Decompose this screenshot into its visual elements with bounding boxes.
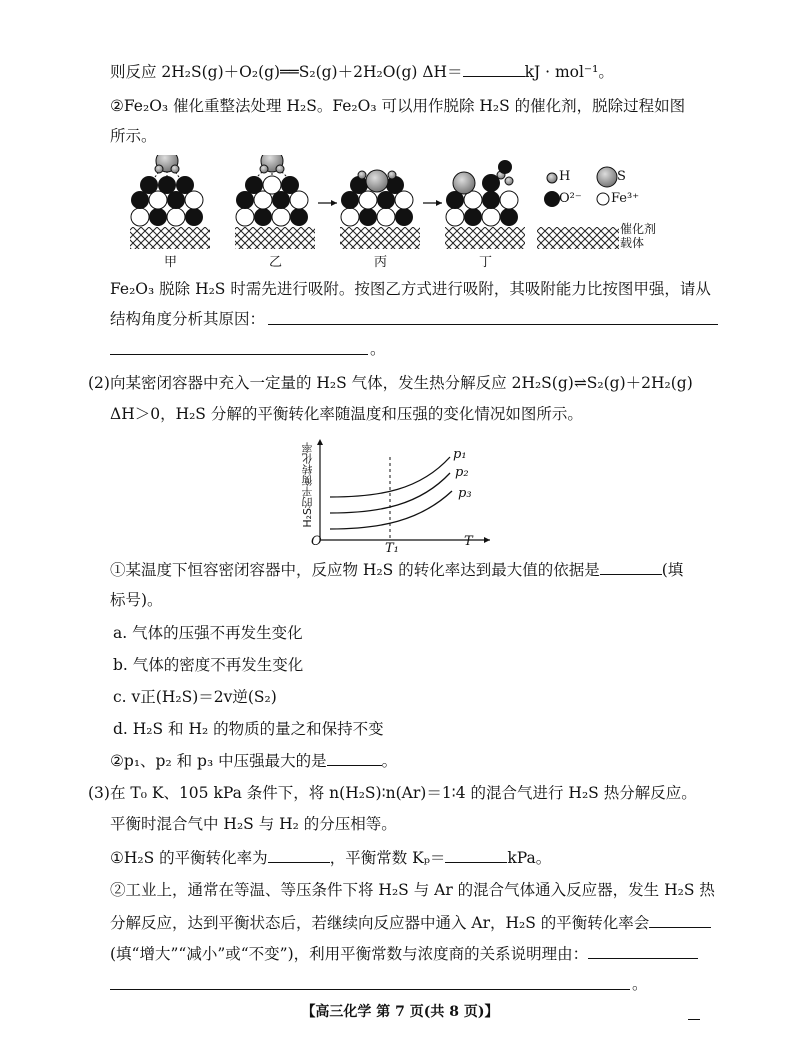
analysis-line1: Fe₂O₃ 脱除 H₂S 时需先进行吸附。按图乙方式进行吸附，其吸附能力比按图甲强，请从 xyxy=(110,280,711,298)
panel-jia xyxy=(130,155,210,249)
answer-line-reason-1[interactable] xyxy=(268,324,718,325)
p2-q1-line1 xyxy=(110,558,683,581)
x-axis-label: T xyxy=(464,534,473,549)
catalyst-support-icon xyxy=(537,227,619,249)
p2-q1-end: (填 xyxy=(661,561,684,579)
reaction-line xyxy=(110,60,614,83)
p3-q2-text: 分解反应，达到平衡状态后，若继续向反应器中通入 Ar，H₂S 的平衡转化率会 xyxy=(110,914,650,932)
part2-line2: ΔH＞0，H₂S 分解的平衡转化率随温度和压强的变化情况如图所示。 xyxy=(110,405,583,423)
legend-h: H xyxy=(559,169,571,184)
label-bing: 丙 xyxy=(374,255,388,270)
legend-support: 催化剂 载体 xyxy=(620,222,657,250)
page-footer: 【高三化学 第 7 页(共 8 页)】 xyxy=(301,1004,499,1020)
part3-line2: 平衡时混合气中 H₂S 与 H₂ 的分压相等。 xyxy=(110,815,397,833)
label-yi: 乙 xyxy=(269,255,283,270)
reaction-unit: kJ · mol⁻¹。 xyxy=(524,63,614,81)
item2-line1: ②Fe₂O₃ 催化重整法处理 H₂S。Fe₂O₃ 可以用作脱除 H₂S 的催化剂，脱除过程如图 xyxy=(110,97,686,115)
answer-blank-kp[interactable] xyxy=(445,846,507,863)
origin-label: O xyxy=(311,534,322,549)
legend-p3: p₃ xyxy=(458,486,472,501)
o-ion-icon xyxy=(544,191,560,207)
t1-label: T₁ xyxy=(385,541,399,556)
part3-line1: (3)在 T₀ K、105 kPa 条件下，将 n(H₂S)∶n(Ar)＝1∶4 的混合气进行 H₂S 热分解反应。 xyxy=(88,784,697,802)
answer-blank-reason-1[interactable] xyxy=(588,942,698,959)
legend-s: S xyxy=(617,169,626,184)
analysis-end: 。 xyxy=(370,340,386,358)
option-b: b. 气体的密度不再发生变化 xyxy=(113,656,304,674)
panel-bing xyxy=(340,170,420,249)
panel-ding xyxy=(445,160,525,249)
panel-yi xyxy=(235,155,315,249)
answer-blank-dh[interactable] xyxy=(463,60,525,77)
answer-line-reason-2[interactable] xyxy=(110,354,368,355)
option-d: d. H₂S 和 H₂ 的物质的量之和保持不变 xyxy=(113,720,384,738)
answer-blank-p2q2[interactable] xyxy=(327,749,382,766)
p3-q2-end: 。 xyxy=(632,975,648,993)
y-axis-label: H₂S的平衡转化率 xyxy=(301,442,314,528)
label-ding: 丁 xyxy=(479,255,493,270)
part2-line1: (2)向某密闭容器中充入一定量的 H₂S 气体，发生热分解反应 2H₂S(g)⇌S₂(g)＋2H₂(g) xyxy=(88,374,693,392)
p3-q2-line3 xyxy=(110,942,698,965)
p3-q1-text-c: kPa。 xyxy=(507,849,552,867)
analysis-line2: 结构角度分析其原因： xyxy=(110,310,266,328)
legend-p2: p₂ xyxy=(455,465,469,480)
answer-line-reason-final[interactable] xyxy=(110,989,630,990)
p3-q1-text-b: ，平衡常数 Kₚ＝ xyxy=(329,849,446,867)
p2-q2-text: ②p₁、p₂ 和 p₃ 中压强最大的是 xyxy=(110,752,327,770)
p2-q2-line xyxy=(110,749,397,772)
legend-o: O²⁻ xyxy=(559,191,582,206)
h-atom-icon xyxy=(547,173,557,183)
p2-q2-end: 。 xyxy=(381,752,398,770)
p3-q2-line2 xyxy=(110,911,711,934)
p3-q1-line xyxy=(110,846,551,869)
legend-p1: p₁ xyxy=(453,447,467,462)
p3-q2-line1: ②工业上，通常在等温、等压条件下将 H₂S 与 Ar 的混合气体通入反应器，发生 H₂S 热 xyxy=(110,881,715,899)
reaction-text: 则反应 2H₂S(g)＋O₂(g)══S₂(g)＋2H₂O(g) ΔH＝ xyxy=(110,63,463,81)
fe-ion-icon xyxy=(597,193,609,205)
legend-fe: Fe³⁺ xyxy=(611,191,640,206)
answer-blank-trend[interactable] xyxy=(649,911,711,928)
footer-mark xyxy=(688,1019,700,1020)
p3-q1-text-a: ①H₂S 的平衡转化率为 xyxy=(110,849,268,867)
option-c: c. v正(H₂S)＝2v逆(S₂) xyxy=(113,688,277,706)
answer-blank-p2q1[interactable] xyxy=(600,558,662,575)
s-atom-icon xyxy=(597,167,617,187)
answer-blank-conversion[interactable] xyxy=(268,846,330,863)
p3-q2-text3: (填“增大”“减小”或“不变”)，利用平衡常数与浓度商的关系说明理由： xyxy=(110,945,589,963)
option-a: a. 气体的压强不再发生变化 xyxy=(113,624,303,642)
item2-line2: 所示。 xyxy=(110,127,157,145)
label-jia: 甲 xyxy=(164,255,178,270)
p2-q1-text: ①某温度下恒容密闭容器中，反应物 H₂S 的转化率达到最大值的依据是 xyxy=(110,561,600,579)
p2-q1-line2: 标号)。 xyxy=(110,591,163,609)
